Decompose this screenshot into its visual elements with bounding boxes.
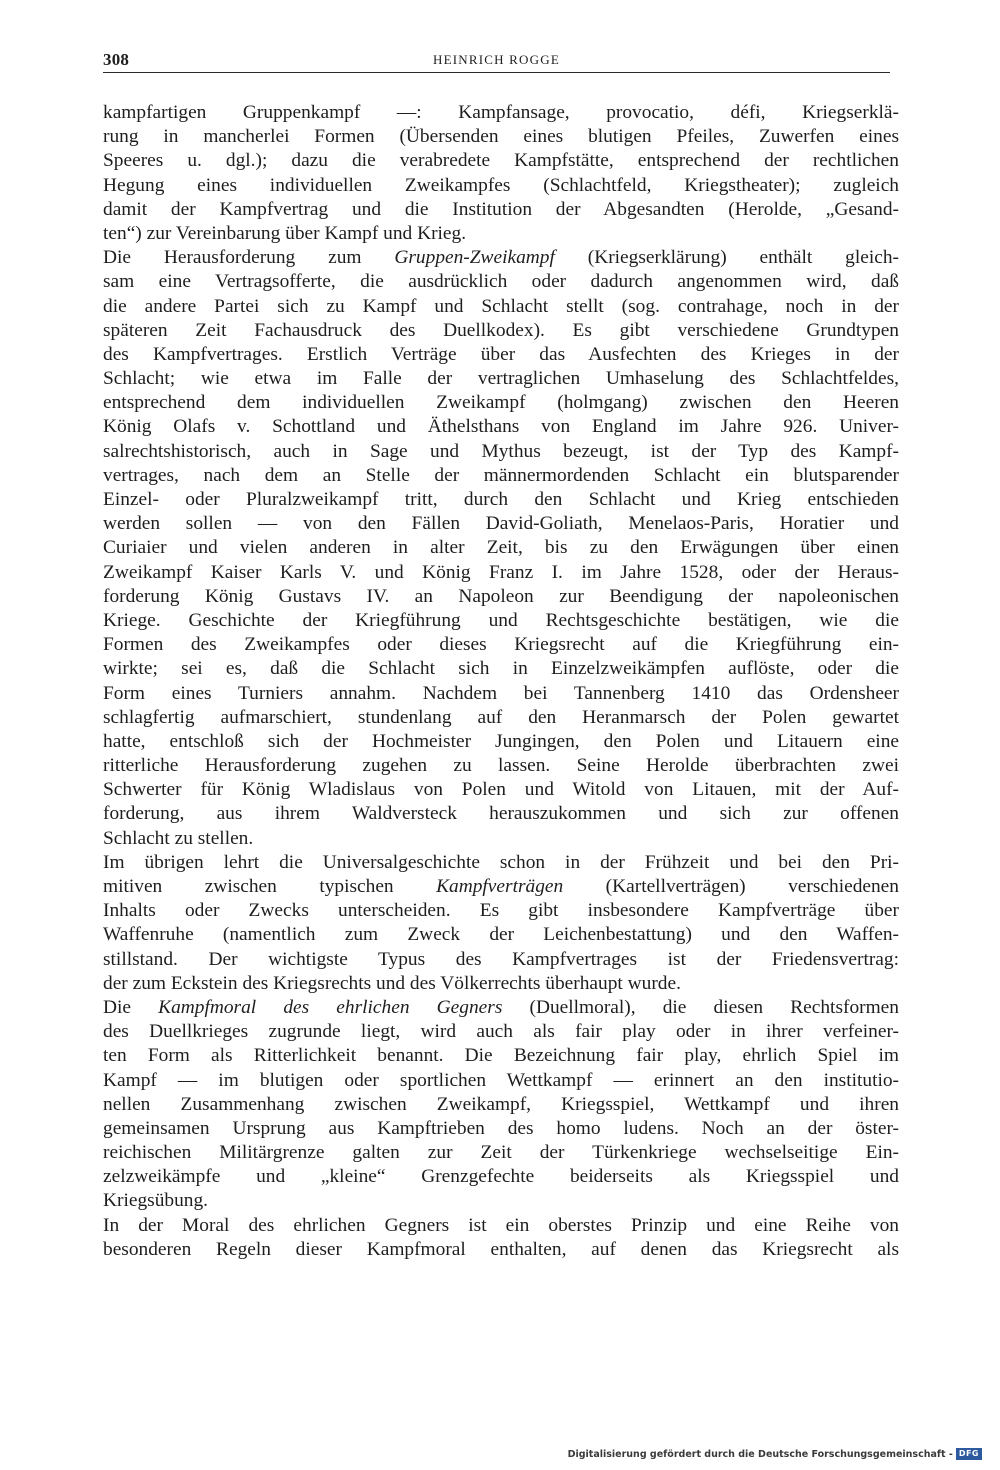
- text-line: der zum Eckstein des Kriegsrechts und des Völkerrechts überhaupt wurde.: [103, 972, 681, 994]
- text-line: des Kampfvertrages. Erstlich Verträge über das Ausfechten des Krieges in der: [103, 343, 899, 365]
- text-line: entsprechend dem individuellen Zweikampf (holmgang) zwischen den Heeren: [103, 392, 899, 414]
- text-line: forderung, aus ihrem Waldversteck herauszukommen und sich zur offenen: [103, 803, 899, 825]
- body-text: [103, 101, 899, 1262]
- text-line: sam eine Vertragsofferte, die ausdrücklich oder dadurch angenommen wird, daß: [103, 271, 899, 293]
- credit-text: Digitalisierung gefördert durch die Deutsche Forschungsgemeinschaft -: [567, 1448, 953, 1460]
- text-line: nellen Zusammenhang zwischen Zweikampf, Kriegsspiel, Wettkampf und ihren: [103, 1093, 899, 1115]
- text-line: wirkte; sei es, daß die Schlacht sich in Einzelzweikämpfen auflöste, oder die: [103, 658, 899, 680]
- text-line: In der Moral des ehrlichen Gegners ist ein oberstes Prinzip und eine Reihe von: [103, 1214, 899, 1236]
- text-line: forderung König Gustavs IV. an Napoleon zur Beendigung der napoleonischen: [103, 585, 899, 607]
- dfg-logo: DFG: [956, 1448, 982, 1460]
- text-line: späteren Zeit Fachausdruck des Duellkodex). Es gibt verschiedene Grundtypen: [103, 319, 899, 341]
- text-line: ritterliche Herausforderung zugehen zu lassen. Seine Herolde überbrachten zwei: [103, 755, 899, 777]
- text-line: zelzweikämpfe und „kleine“ Grenzgefechte beiderseits als Kriegsspiel und: [103, 1166, 899, 1188]
- text-line: Inhalts oder Zwecks unterscheiden. Es gibt insbesondere Kampfverträge über: [103, 900, 899, 922]
- text-line: Zweikampf Kaiser Karls V. und König Franz I. im Jahre 1528, oder der Heraus-: [103, 561, 899, 583]
- text-line: kampfartigen Gruppenkampf —: Kampfansage, provocatio, défi, Kriegserklä-: [103, 102, 899, 123]
- text-line: rung in mancherlei Formen (Übersenden eines blutigen Pfeiles, Zuwerfen eines: [103, 126, 899, 148]
- text-line: Kriege. Geschichte der Kriegführung und Rechtsgeschichte bestätigen, wie die: [103, 609, 899, 631]
- text-line: salrechtshistorisch, auch in Sage und Mythus bezeugt, ist der Typ des Kampf-: [103, 440, 899, 462]
- text-line: Hegung eines individuellen Zweikampfes (Schlachtfeld, Kriegstheater); zugleich: [103, 174, 899, 196]
- text-line: Schlacht zu stellen.: [103, 827, 254, 849]
- text-line: ten“) zur Vereinbarung über Kampf und Krieg.: [103, 222, 467, 244]
- text-line: mitiven zwischen typischen Kampfverträgen (Kartellverträgen) verschiedenen: [103, 876, 899, 897]
- text-line: Speeres u. dgl.); dazu die verabredete Kampfstätte, entsprechend der rechtlichen: [103, 150, 899, 172]
- text-line: Schwerter für König Wladislaus von Polen und Witold von Litauen, mit der Auf-: [103, 779, 899, 801]
- digitization-credit: [568, 1446, 982, 1462]
- text-line: werden sollen — von den Fällen David-Goliath, Menelaos-Paris, Horatier und: [103, 513, 899, 535]
- text-line: König Olafs v. Schottland und Äthelsthans von England im Jahre 926. Univer-: [103, 416, 899, 438]
- page-number: 308: [103, 50, 130, 69]
- text-line: reichischen Militärgrenze galten zur Zeit der Türkenkriege wechselseitige Ein-: [103, 1142, 899, 1164]
- running-head: HEINRICH ROGGE: [433, 52, 560, 67]
- text-line: Form eines Turniers annahm. Nachdem bei Tannenberg 1410 das Ordensheer: [103, 682, 899, 704]
- text-line: Formen des Zweikampfes oder dieses Kriegsrecht auf die Kriegführung ein-: [103, 634, 899, 656]
- text-line: hatte, entschloß sich der Hochmeister Jungingen, den Polen und Litauern eine: [103, 730, 899, 752]
- text-line: Im übrigen lehrt die Universalgeschichte schon in der Frühzeit und bei den Pri-: [103, 851, 899, 873]
- text-line: ten Form als Ritterlichkeit benannt. Die Bezeichnung fair play, ehrlich Spiel im: [103, 1045, 899, 1067]
- italic-term: Kampfmoral des ehrlichen Gegners: [158, 996, 503, 1018]
- text-line: besonderen Regeln dieser Kampfmoral enthalten, auf denen das Kriegsrecht als: [103, 1238, 899, 1260]
- text-line: schlagfertig aufmarschiert, stundenlang auf den Heranmarsch der Polen gewartet: [103, 706, 899, 728]
- italic-term: Gruppen-Zweikampf: [394, 247, 555, 269]
- text-line: stillstand. Der wichtigste Typus des Kampfvertrages ist der Friedensvertrag:: [103, 948, 899, 970]
- italic-term: Kampfverträgen: [436, 876, 564, 897]
- text-line: Einzel- oder Pluralzweikampf tritt, durch den Schlacht und Krieg entschieden: [103, 489, 899, 510]
- text-line: Schlacht; wie etwa im Falle der vertraglichen Umhaselung des Schlachtfeldes,: [103, 368, 899, 390]
- text-line: des Duellkrieges zugrunde liegt, wird auch als fair play oder in ihrer verfeiner-: [103, 1021, 899, 1043]
- text-line: Curiaier und vielen anderen in alter Zeit, bis zu den Erwägungen über einen: [103, 537, 899, 559]
- text-line: Die Herausforderung zum Gruppen-Zweikampf (Kriegserklärung) enthält gleich-: [103, 247, 899, 269]
- text-line: Kriegsübung.: [103, 1190, 209, 1212]
- text-line: Kampf — im blutigen oder sportlichen Wettkampf — erinnert an den institutio-: [103, 1069, 899, 1091]
- text-line: Waffenruhe (namentlich zum Zweck der Leichenbestattung) und den Waffen-: [103, 924, 899, 946]
- text-line: die andere Partei sich zu Kampf und Schlacht stellt (sog. contrahage, noch in der: [103, 295, 899, 317]
- text-line: damit der Kampfvertrag und die Institution der Abgesandten (Herolde, „Gesand-: [103, 198, 899, 220]
- text-line: Die Kampfmoral des ehrlichen Gegners (Duellmoral), die diesen Rechtsformen: [103, 996, 899, 1018]
- text-line: vertrages, nach dem an Stelle der männermordenden Schlacht ein blutsparender: [103, 464, 899, 486]
- page-header: [103, 50, 890, 73]
- text-line: gemeinsamen Ursprung aus Kampftrieben des homo ludens. Noch an der öster-: [103, 1117, 899, 1139]
